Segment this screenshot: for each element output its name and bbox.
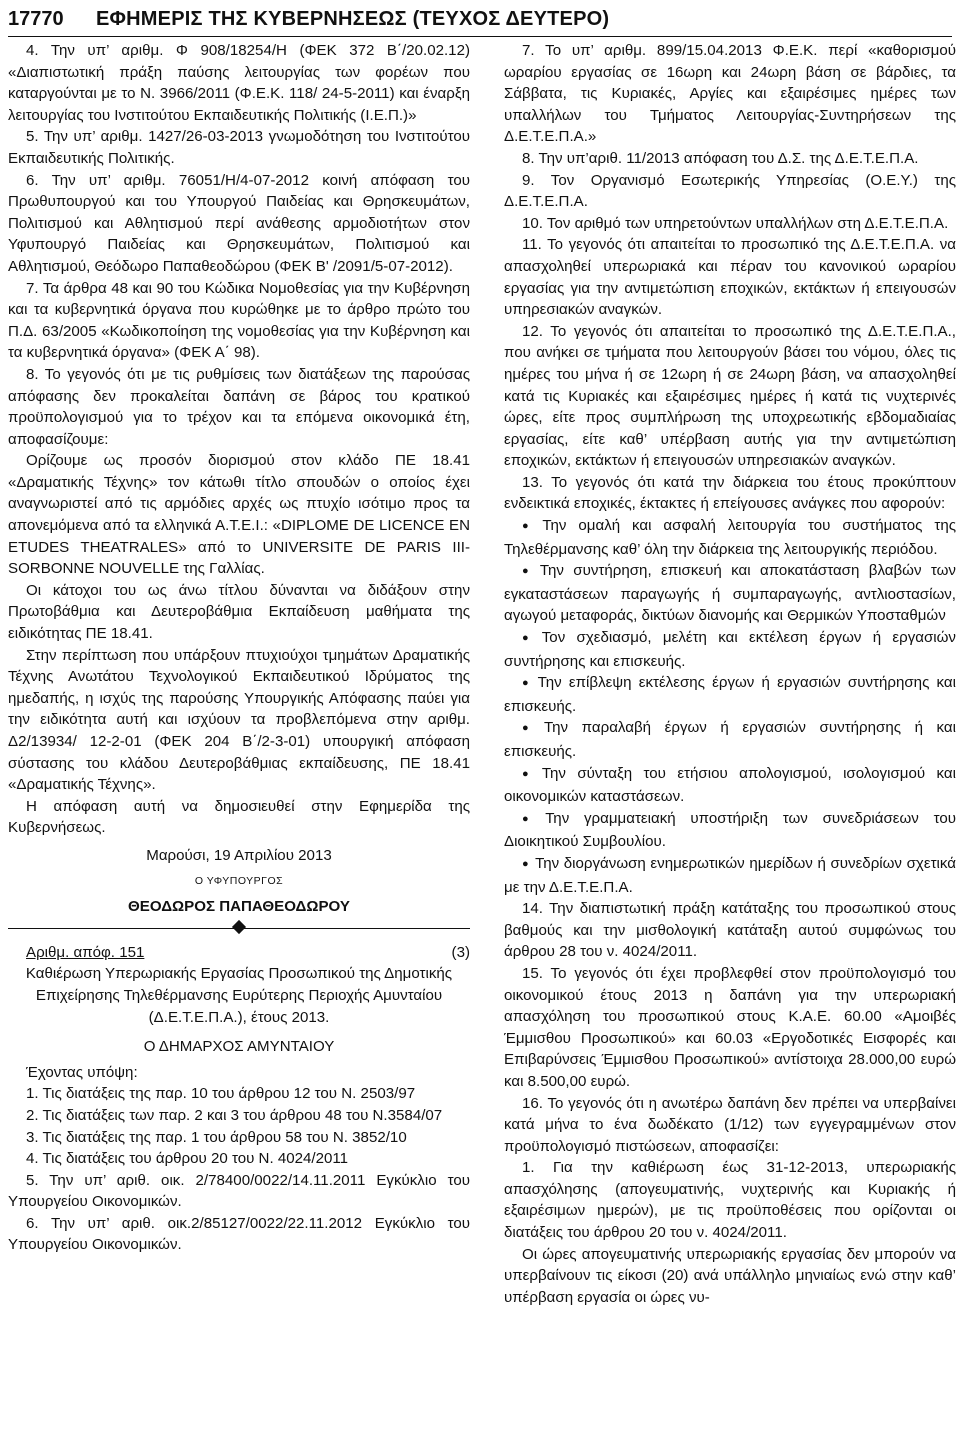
bullet-item: ● Την σύνταξη του ετήσιου απολογισμού, ισολογισμού και οικονομικών καταστάσεων. (504, 763, 956, 808)
bullet-item: ● Την ομαλή και ασφαλή λειτουργία του συστήματος της Τηλεθέρμανσης καθ’ όλη την διάρκεια της λειτουργικής περιόδου. (504, 515, 956, 560)
decision-header (8, 942, 470, 964)
paragraph: 5. Την υπ’ αριθμ. 1427/26-03-2013 γνωμοδότηση του Ινστιτούτου Εκπαιδευτικής Πολιτικής. (8, 128, 470, 167)
decision-index: (3) (451, 943, 470, 961)
paragraph: 1. Για την καθιέρωση έως 31-12-2013, υπερωριακής απασχόλησης (απογευματινής, νυχτερινής και Κυριακής ή εξαιρέσιμων ημερών), με τις προϋποθέσεις που ορίζονται οι διατάξεις του άρθρου 20 του ν. 4024/2011. (504, 1159, 956, 1242)
paragraph: Οι ώρες απογευματινής υπερωριακής εργασίας δεν μπορούν να υπερβαίνουν τις είκοσι (20) ανά υπάλληλο μηνιαίως ενώ στην καθ’ υπέρβαση εργασία οι ώρες νυ- (504, 1245, 956, 1306)
bullet-item: ● Την επίβλεψη εκτέλεσης έργων ή εργασιών συντήρησης και επισκευής. (504, 672, 956, 717)
decision-title: Καθιέρωση Υπερωριακής Εργασίας Προσωπικού της Δημοτικής Επιχείρησης Τηλεθέρμανσης Ευρύτερης Περιοχής Αμυνταίου (Δ.Ε.Τ.Ε.Π.Α.), έτους 2013. (25, 965, 453, 1026)
paragraph: 11. Το γεγονός ότι απαιτείται το προσωπικό της Δ.Ε.Τ.Ε.Π.Α. να απασχοληθεί υπερωριακά και πέραν του κανονικού ωραρίου εργασίας για την αντιμετώπιση εποχικών, εκτάκτων ή επειγουσών υπηρεσιακών αναγκών. (504, 236, 956, 319)
bullet-item: ● Την διοργάνωση ενημερωτικών ημερίδων ή συνεδρίων σχετικά με την Δ.Ε.Τ.Ε.Π.Α. (504, 853, 956, 898)
paragraph: 15. Το γεγονός ότι έχει προβλεφθεί στον προϋπολογισμό του οικονομικού έτους 2013 η δαπάνη για την υπερωριακή απασχόληση του προσωπικού στους Κ.Α.Ε. 60.00 «Αμοιβές Έμμισθου Προσωπικού» και 60.03 «Εργοδοτικές Εισφορές και Επιβαρύνσεις Έμμισθου Προσωπικού» αντίστοιχα 28.000,00 ευρώ και 8.500,00 ευρώ. (504, 964, 956, 1090)
paragraph: 7. Το υπ’ αριθμ. 899/15.04.2013 Φ.Ε.Κ. περί «καθορισμού ωραρίου εργασίας σε 16ωρη και 24ωρη βάση σε βάρδιες, τα Σάββατα, τις Κυριακές, Αργίες και εξαιρέσιμες ημέρες των υπαλλήλων του Τμήματος Λειτουργίας-Συντηρήσεων της Δ.Ε.Τ.Ε.Π.Α.» (504, 42, 956, 146)
mayor-heading: Ο ΔΗΜΑΡΧΟΣ ΑΜΥΝΤΑΙΟΥ (143, 1038, 335, 1056)
paragraph: 4. Την υπ’ αριθμ. Φ 908/18254/Η (ΦΕΚ 372 Β΄/20.02.12) «Διαπιστωτική πράξη παύσης λειτουργίας των φορέων που καταργούνται με το Ν. 3966/2011 (Φ.Ε.Κ. 118/ 24-5-2011) και έναρξη λειτουργίας του Ινστιτούτου Εκπαιδευτικής Πολιτικής (Ι.Ε.Π.)» (8, 42, 470, 124)
left-column (8, 40, 470, 1256)
regard-item: 6. Την υπ’ αριθ. οικ.2/85127/0022/22.11.2012 Εγκύκλιο του Υπουργείου Οικονομικών. (8, 1214, 470, 1254)
paragraph: 8. Την υπ’αριθ. 11/2013 απόφαση του Δ.Σ. της Δ.Ε.Τ.Ε.Π.Α. (522, 149, 919, 167)
bullet-item: ● Τον σχεδιασμό, μελέτη και εκτέλεση έργων ή εργασιών συντήρησης και επισκευής. (504, 627, 956, 672)
header-rule (8, 36, 952, 37)
paragraph: 6. Την υπ’ αριθμ. 76051/Η/4-07-2012 κοινή απόφαση του Πρωθυπουργού και του Υπουργού Παιδείας και Θρησκευμάτων, Πολιτισμού και Αθλητισμού περί ανάθεσης αρμοδιοτήτων στον Υφυπουργό Παιδείας και Θρησκευμάτων, Πολιτισμού και Αθλητισμού, Θεόδωρο Παπαθεοδώρου (ΦΕΚ Β' /2091/5-07-2012). (8, 171, 470, 275)
paragraph: Η απόφαση αυτή να δημοσιευθεί στην Εφημερίδα της Κυβερνήσεως. (8, 797, 470, 837)
signer-name: ΘΕΟΔΩΡΟΣ ΠΑΠΑΘΕΟΔΩΡΟΥ (128, 898, 350, 916)
paragraph: 9. Τον Οργανισμό Εσωτερικής Υπηρεσίας (Ο.Ε.Υ.) της Δ.Ε.Τ.Ε.Π.Α. (504, 171, 956, 211)
bullet-item: ● Την γραμματειακή υποστήριξη των συνεδριάσεων του Διοικητικού Συμβουλίου. (504, 808, 956, 853)
paragraph: Ορίζουμε ως προσόν διορισμού στον κλάδο ΠΕ 18.41 «Δραματικής Τέχνης» τον κάτωθι τίτλο σπουδών ο οποίος έχει αναγνωριστεί από τις αρμόδιες αρχές ως πτυχίο ισότιμο προς τα απονεμόμενα από τα ελληνικά Α.Τ.Ε.Ι.: «DIPLOME DE LICENCE EN ETUDES THEATRALES» από το UNIVERSITE DE PARIS III-SORBONNE NOUVELLE της Γαλλίας. (8, 452, 470, 578)
journal-title: ΕΦΗΜΕΡΙΣ ΤΗΣ ΚΥΒΕΡΝΗΣΕΩΣ (ΤΕΥΧΟΣ ΔΕΥΤΕΡΟ) (96, 7, 610, 30)
page-header (8, 4, 952, 34)
diamond-icon (232, 920, 246, 934)
paragraph: 10. Τον αριθμό των υπηρετούντων υπαλλήλων στη Δ.Ε.Τ.Ε.Π.Α. (522, 214, 949, 232)
paragraph: Στην περίπτωση που υπάρξουν πτυχιούχοι τμημάτων Δραματικής Τέχνης Ανωτάτου Τεχνολογικού Εκπαιδευτικού Ιδρύματος της ημεδαπής, η ισχύς της παρούσης Υπουργικής Απόφασης παύει για την ειδικότητα αυτή και ισχύουν τα προβλεπόμενα στην αριθμ. Δ2/13934/ 12-2-01 (ΦΕΚ 204 Β΄/2-3-01) υπουργική απόφαση σύστασης του κλάδου Δευτεροβάθμιας εκπαίδευσης, ΠΕ 18.41 «Δραματικής Τέχνης». (8, 646, 470, 794)
paragraph: Οι κάτοχοι του ως άνω τίτλου δύνανται να διδάξουν στην Πρωτοβάθμια και Δευτεροβάθμια Εκπαίδευση μαθήματα της ειδικότητας ΠΕ 18.41. (8, 581, 470, 643)
regard-item: 3. Τις διατάξεις της παρ. 1 του άρθρου 58 του Ν. 3852/10 (26, 1128, 407, 1146)
paragraph: 16. Το γεγονός ότι η ανωτέρω δαπάνη δεν πρέπει να υπερβαίνει κατά μήνα το ένα δωδέκατο (1/12) των εγγεγραμμένων στον προϋπολογισμό πιστώσεων, αποφασίζει: (504, 1094, 956, 1155)
regard-item: 4. Τις διατάξεις του άρθρου 20 του Ν. 4024/2011 (26, 1150, 349, 1168)
paragraph: 13. Το γεγονός ότι κατά την διάρκεια του έτους προκύπτουν ενδεικτικά εποχικές, έκτακτες ή επείγουσες ανάγκες που αφορούν: (504, 473, 956, 513)
regard-item: 1. Τις διατάξεις της παρ. 10 του άρθρου 12 του Ν. 2503/97 (26, 1085, 416, 1103)
regard-item: 5. Την υπ’ αριθ. οικ. 2/78400/0022/14.11.2011 Εγκύκλιο του Υπουργείου Οικονομικών. (8, 1171, 470, 1211)
signer-role: Ο ΥΦΥΠΟΥΡΓΟΣ (194, 874, 284, 887)
paragraph: 14. Την διαπιστωτική πράξη κατάταξης του προσωπικού στους βαθμούς και την μισθολογική κατάταξη αυτού συμφώνως του άρθρου 28 του ν. 4024/2011. (504, 900, 956, 961)
having-regard: Έχοντας υπόψη: (26, 1063, 138, 1081)
section-separator (8, 920, 470, 938)
decision-number: Αριθμ. απόφ. 151 (26, 943, 145, 961)
paragraph: 8. Το γεγονός ότι με τις ρυθμίσεις των διατάξεων της παρούσας απόφασης δεν προκαλείται δαπάνη σε βάρος του κρατικού προϋπολογισμού για το τρέχον και τα επόμενα οικονομικά έτη, αποφασίζουμε: (8, 365, 470, 448)
bullet-item: ● Την παραλαβή έργων ή εργασιών συντήρησης ή και επισκευής. (504, 717, 956, 762)
paragraph: 7. Τα άρθρα 48 και 90 του Κώδικα Νομοθεσίας για την Κυβέρνηση και τα κυβερνητικά όργανα που κυρώθηκε με το άρθρο πρώτο του Π.Δ. 63/2005 «Κωδικοποίηση της νομοθεσίας για την Κυβέρνηση και τα κυβερνητικά όργανα» (ΦΕΚ Α΄ 98). (8, 279, 470, 362)
bullet-item: ● Την συντήρηση, επισκευή και αποκατάσταση βλαβών των εγκαταστάσεων παραγωγής ή συμπαραγωγής, αντλιοστασίων, αγωγού μεταφοράς, δικτύων διανομής και Θερμικών Υποσταθμών (504, 560, 956, 627)
paragraph: 12. Το γεγονός ότι απαιτείται το προσωπικό της Δ.Ε.Τ.Ε.Π.Α., που ανήκει σε τμήματα που λειτουργούν βάσει του νόμου, όλες τις ημέρες του μήνα ή σε 12ωρη ή σε 24ωρη βάση, να απασχοληθεί κατά τις Κυριακές και εξαιρέσιμες ημέρες ή κατά τις νυχτερινές ώρες, είτε προς συμπλήρωση της υποχρεωτικής εβδομαδιαίας εργασίας, είτε καθ’ υπέρβαση αυτής για την αντιμετώπιση εποχικών, εκτάκτων ή επειγουσών υπηρεσιακών αναγκών. (504, 322, 956, 470)
right-column (504, 40, 956, 1308)
page-number: 17770 (8, 7, 64, 30)
place-date: Μαρούσι, 19 Απριλίου 2013 (146, 846, 332, 864)
regard-item: 2. Τις διατάξεις των παρ. 2 και 3 του άρθρου 48 του Ν.3584/07 (26, 1106, 443, 1124)
